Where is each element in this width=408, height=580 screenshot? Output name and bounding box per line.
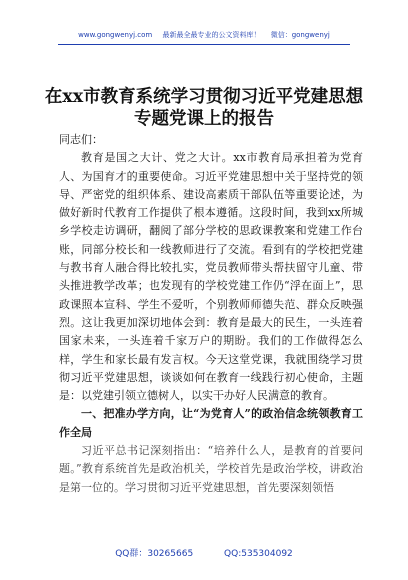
footer-qq-group: QQ群：30265665 [115,549,194,559]
document-title-line-1: 在xx市教育系统学习贯彻习近平党建思想 [44,87,364,107]
document-title-line-2: 专题党课上的报告 [134,109,274,129]
paragraph-1: 教育是国之大计、党之大计。xx市教育局承担着为党育人、为国育才的重要使命。习近平党建思想中关于坚持党的领导、严密党的组织体系、建设高素质干部队伍等重要论述，为做好新时代教育工作提供了根本遵循。这段时间，我到xx所城乡学校走访调研，翻阅了部分学校的思政课教案和党建工作台账，同部分校长和一线教师进行了交流。看到有的学校把党建与教书育人融合得比较扎实，党员教师带头帮扶留守儿童、带头推进教学改革；也发现有的学校党建工作仍“浮在面上”，思政课照本宣科、学生不爱听，个别教师师德失范、群众反映强烈。这让我更加深切地体会到：教育是最大的民生，一头连着国家未来，一头连着千家万户的期盼。我们的工作做得怎么样，学生和家长最有发言权。今天这堂党课，我就围绕学习贯彻习近平党建思想，谈谈如何在教育一线践行初心使命，主题是：以党建引领立德树人，以实干办好人民满意的教育。 [59,151,363,403]
page-header [0,30,408,40]
greeting: 同志们： [59,133,103,146]
header-rule [58,44,350,45]
paragraph-2: 习近平总书记深刻指出：“培养什么人，是教育的首要问题。”教育系统首先是政治机关，学校首先是政治学校，讲政治是第一位的。学习贯彻习近平党建思想，首先要深刻领悟 [59,444,363,494]
header-website[interactable]: www.gongwenyj.com [78,31,153,39]
header-wechat: 微信：gongwenyj [270,31,330,39]
footer-qq: QQ:535304092 [224,549,293,559]
page-footer [0,546,408,559]
section-heading-1: 一、把准办学方向，让“为党育人”的政治信念统领教育工作全局 [59,407,363,439]
header-slogan: 最新最全最专业的公文资料库！ [162,31,261,39]
document-body [59,128,363,497]
